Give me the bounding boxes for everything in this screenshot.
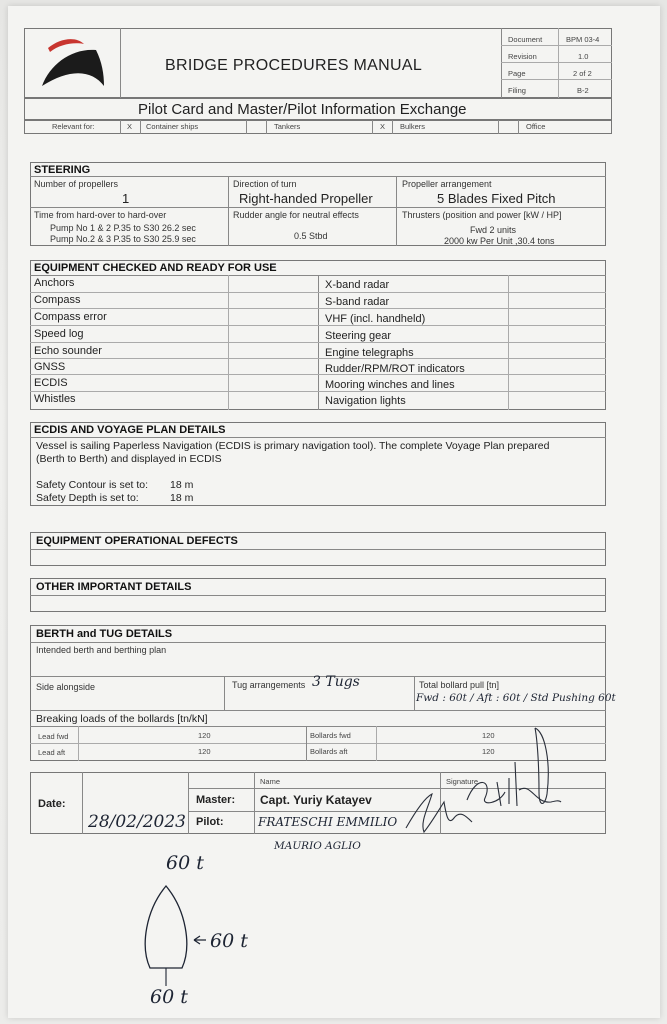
meta-label-revision: Revision — [508, 52, 537, 61]
equipment-right-1: S-band radar — [325, 296, 390, 308]
hardover-value-1: Pump No 1 & 2 P.35 to S30 26.2 sec — [50, 223, 196, 233]
equipment-left-0: Anchors — [34, 277, 75, 289]
relevant-for-label: Relevant for: — [52, 122, 95, 131]
intended-berth-label: Intended berth and berthing plan — [36, 645, 167, 655]
relevant-for-row — [24, 120, 612, 134]
meta-value-revision: 1.0 — [578, 52, 589, 61]
direction-label: Direction of turn — [233, 179, 297, 189]
equipment-row-divider — [30, 342, 606, 343]
sketch-fwd-label: 60 t — [166, 852, 204, 874]
equipment-row-divider — [30, 292, 606, 293]
vessel-type-tankers: Tankers — [274, 122, 301, 131]
equipment-title: EQUIPMENT CHECKED AND READY FOR USE — [34, 262, 277, 274]
ecdis-line-2: (Berth to Berth) and displayed in ECDIS — [36, 453, 222, 465]
thrusters-value-2: 2000 kw Per Unit ,30.4 tons — [444, 236, 555, 246]
lead-fwd-label: Lead fwd — [38, 732, 69, 741]
berth-tug-title: BERTH and TUG DETAILS — [36, 628, 173, 640]
equipment-left-7: Whistles — [34, 393, 76, 405]
equipment-row-divider — [30, 374, 606, 375]
vessel-type-container: Container ships — [146, 122, 199, 131]
tug-arrangements-value: 3 Tugs — [312, 674, 360, 690]
other-details-title: OTHER IMPORTANT DETAILS — [36, 581, 192, 593]
defects-title: EQUIPMENT OPERATIONAL DEFECTS — [36, 535, 238, 547]
meta-value-page: 2 of 2 — [573, 69, 592, 78]
arrangement-value: 5 Blades Fixed Pitch — [437, 191, 556, 206]
direction-value: Right-handed Propeller — [239, 191, 373, 206]
safety-depth-value: 18 m — [170, 492, 194, 504]
rudder-label: Rudder angle for neutral effects — [233, 210, 359, 220]
form-subtitle: Pilot Card and Master/Pilot Information Exchange — [138, 101, 467, 118]
sketch-aft-label: 60 t — [150, 986, 188, 1008]
bollard-pull-label: Total bollard pull [tn] — [419, 680, 500, 690]
meta-label-document: Document — [508, 35, 543, 44]
meta-label-filing: Filing — [508, 86, 526, 95]
sketch-side-label: 60 t — [210, 930, 248, 952]
bollards-aft-value: 120 — [482, 747, 495, 756]
equipment-left-3: Speed log — [34, 328, 84, 340]
vessel-type-office: Office — [526, 122, 546, 131]
equipment-right-5: Rudder/RPM/ROT indicators — [325, 363, 465, 375]
bollards-fwd-value: 120 — [482, 731, 495, 740]
lead-aft-value: 120 — [198, 747, 211, 756]
equipment-right-6: Mooring winches and lines — [325, 379, 455, 391]
checkbox-bulkers[interactable]: X — [380, 122, 386, 131]
num-propellers-value: 1 — [122, 191, 130, 206]
equipment-right-0: X-band radar — [325, 279, 390, 291]
equipment-row-divider — [30, 308, 606, 309]
thrusters-label: Thrusters (position and power [kW / HP] — [402, 210, 562, 220]
date-value: 28/02/2023 — [88, 812, 186, 832]
ecdis-line-1: Vessel is sailing Paperless Navigation (ECDIS is primary navigation tool). The complete Voyage Plan prepared — [36, 440, 550, 452]
name-column-label: Name — [260, 777, 281, 786]
pilot-name-2: MAURIO AGLIO — [274, 840, 361, 852]
equipment-row-divider — [30, 391, 606, 392]
equipment-left-4: Echo sounder — [34, 345, 102, 357]
breaking-loads-label: Breaking loads of the bollards [tn/kN] — [36, 713, 208, 725]
master-label: Master: — [196, 794, 236, 806]
equipment-row-divider — [30, 325, 606, 326]
equipment-left-1: Compass — [34, 294, 81, 306]
pilot-label: Pilot: — [196, 816, 224, 828]
num-propellers-label: Number of propellers — [34, 179, 119, 189]
safety-contour-label: Safety Contour is set to: — [36, 479, 149, 491]
pilot-signature — [402, 788, 482, 836]
equipment-left-5: GNSS — [34, 361, 66, 373]
meta-label-page: Page — [508, 69, 526, 78]
pilot-name: FRATESCHI EMMILIO — [258, 815, 398, 829]
safety-contour-value: 18 m — [170, 479, 194, 491]
document-page — [8, 6, 660, 1018]
equipment-right-2: VHF (incl. handheld) — [325, 313, 426, 325]
ecdis-title: ECDIS AND VOYAGE PLAN DETAILS — [34, 424, 226, 436]
rudder-value: 0.5 Stbd — [294, 231, 328, 241]
signature-column-label: Signature — [446, 777, 479, 786]
checkbox-container[interactable]: X — [127, 122, 133, 131]
meta-value-filing: B-2 — [577, 86, 589, 95]
safety-depth-label: Safety Depth is set to: — [36, 492, 139, 504]
meta-value-document: BPM 03-4 — [566, 35, 600, 44]
equipment-left-6: ECDIS — [34, 377, 68, 389]
lead-fwd-value: 120 — [198, 731, 211, 740]
equipment-left-2: Compass error — [34, 311, 107, 323]
company-logo — [38, 34, 108, 92]
thrusters-value-1: Fwd 2 units — [470, 225, 517, 235]
hardover-label: Time from hard-over to hard-over — [34, 210, 167, 220]
equipment-right-3: Steering gear — [325, 330, 392, 342]
bollards-aft-label: Bollards aft — [310, 747, 348, 756]
equipment-right-7: Navigation lights — [325, 395, 406, 407]
master-name: Capt. Yuriy Katayev — [260, 793, 372, 807]
bollard-pull-value: Fwd : 60t / Aft : 60t / Std Pushing 60t — [416, 692, 616, 704]
vessel-type-bulkers: Bulkers — [400, 122, 426, 131]
date-label: Date: — [38, 798, 66, 810]
arrangement-label: Propeller arrangement — [402, 179, 492, 189]
lead-aft-label: Lead aft — [38, 748, 66, 757]
bollards-fwd-label: Bollards fwd — [310, 731, 351, 740]
tug-arrangements-label: Tug arrangements — [232, 680, 306, 690]
equipment-row-divider — [30, 358, 606, 359]
side-alongside-label: Side alongside — [36, 682, 96, 692]
hardover-value-2: Pump No.2 & 3 P.35 to S30 25.9 sec — [50, 234, 196, 244]
manual-title: BRIDGE PROCEDURES MANUAL — [165, 57, 423, 74]
steering-title: STEERING — [34, 164, 91, 176]
equipment-right-4: Engine telegraphs — [325, 347, 414, 359]
